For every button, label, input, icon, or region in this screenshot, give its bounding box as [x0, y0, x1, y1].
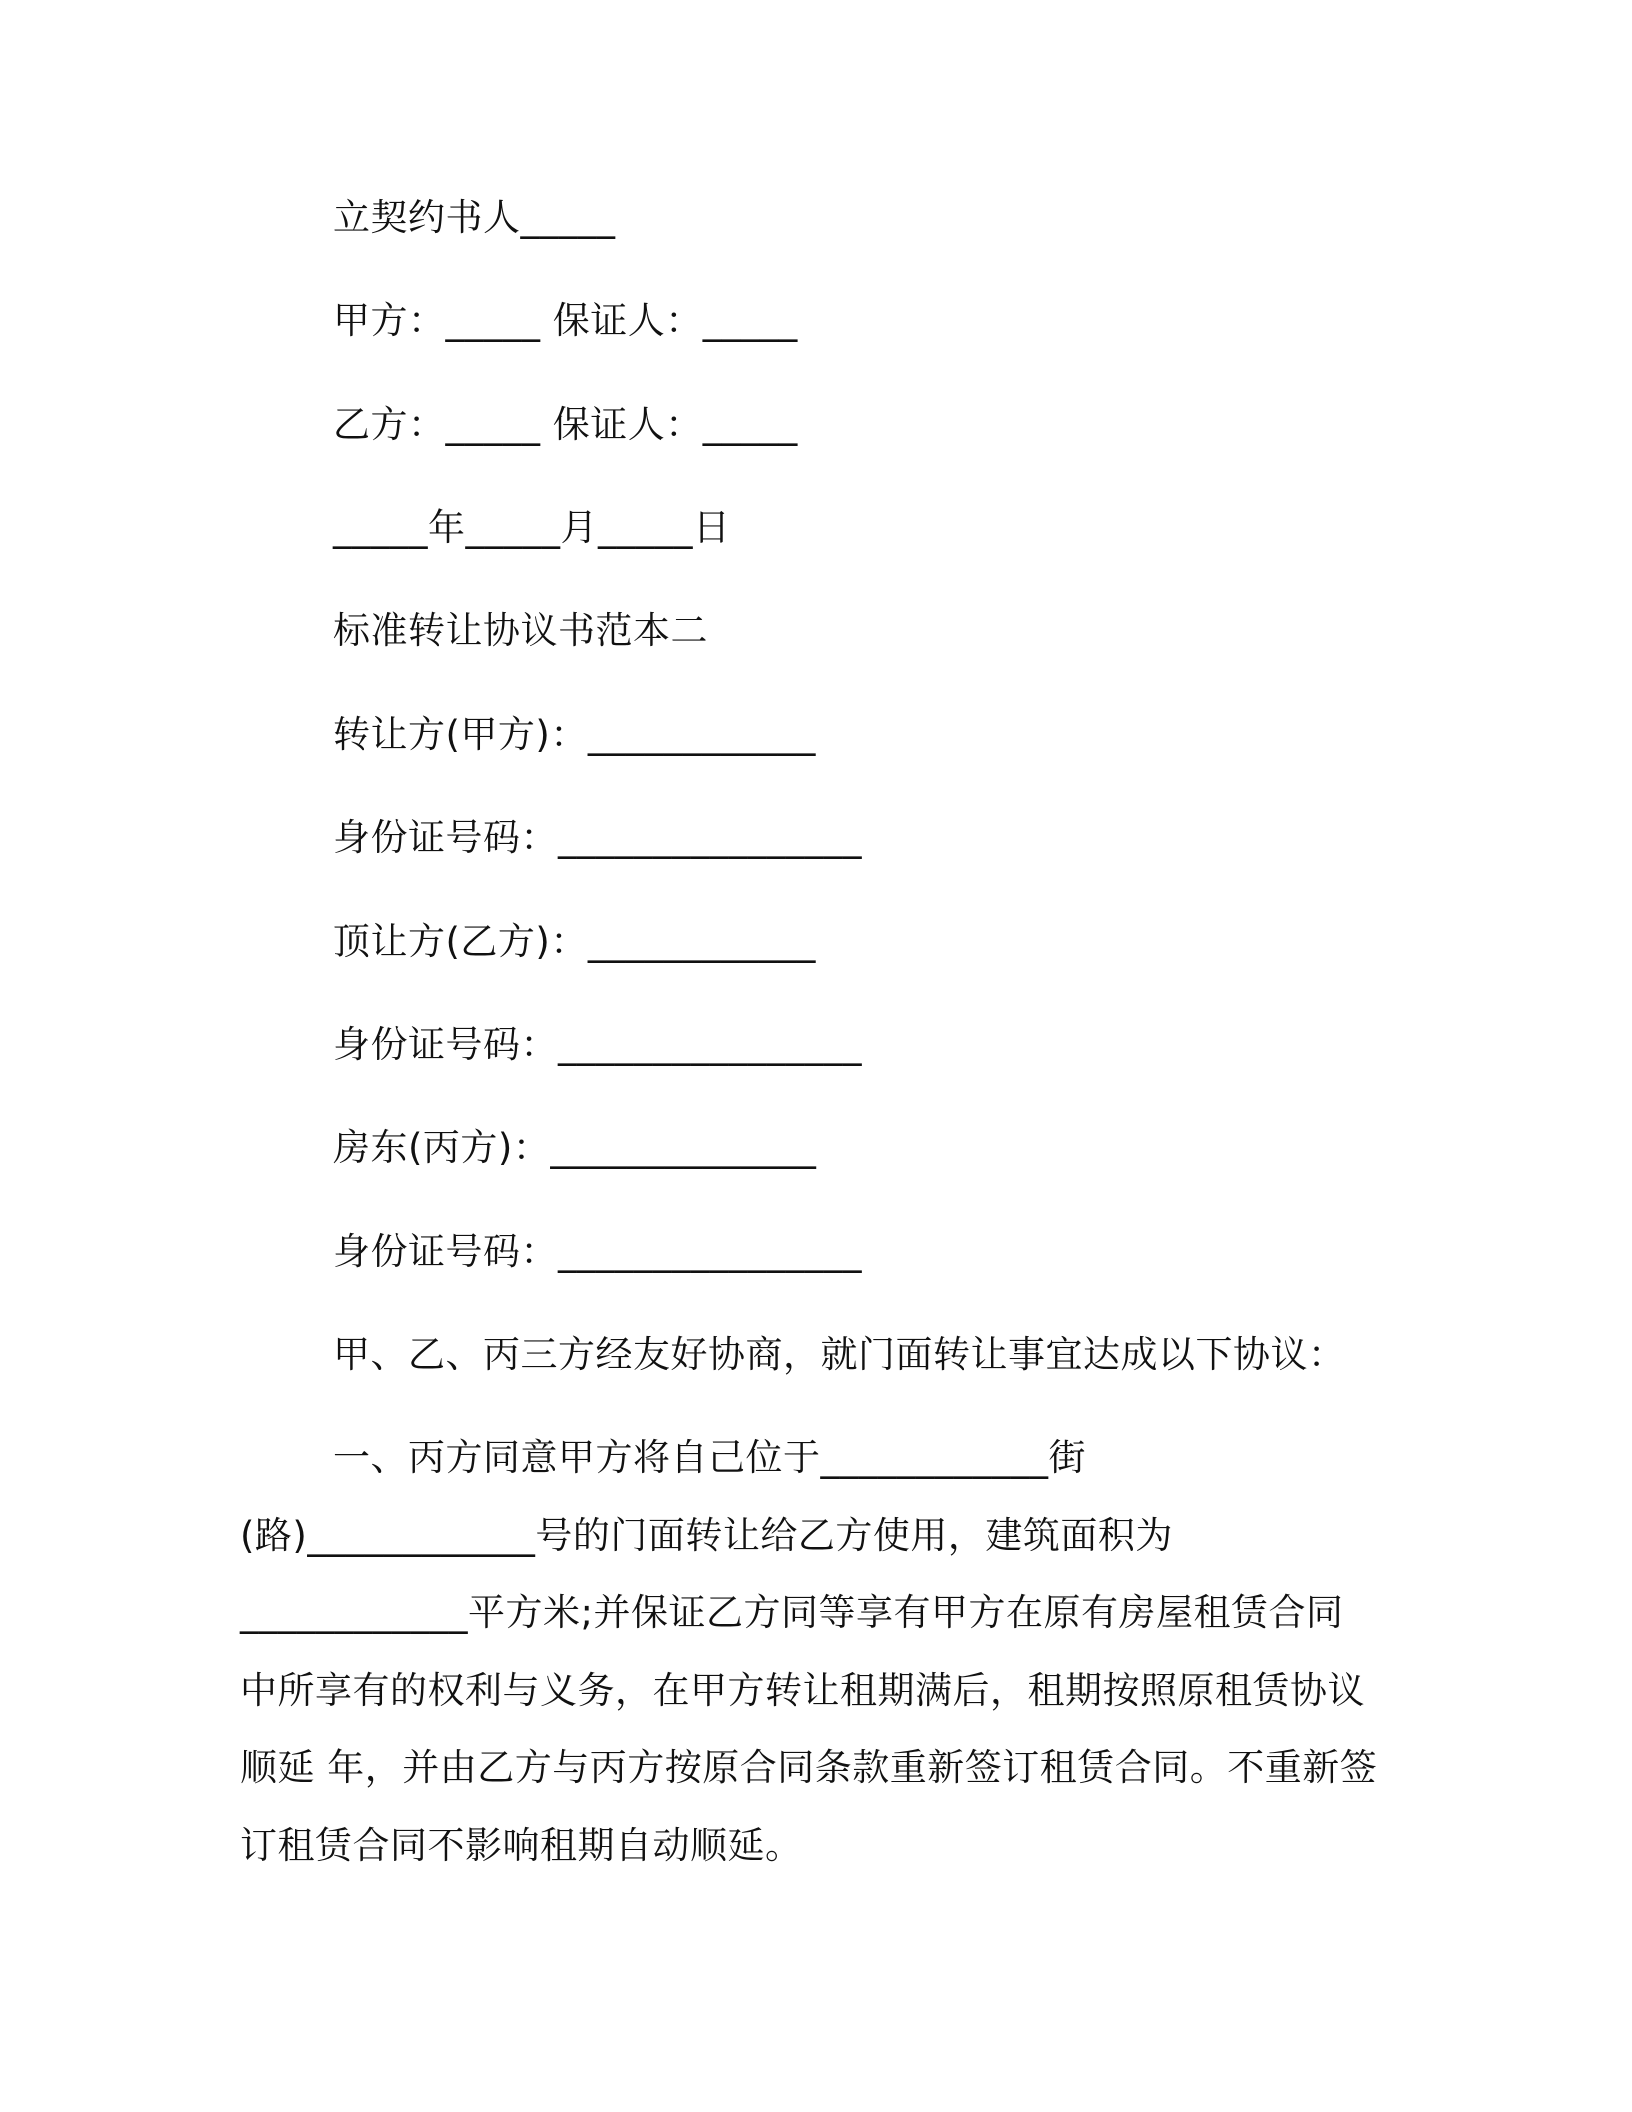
clause1-row5: 顺延 年，并由乙方与丙方按原合同条款重新签订租赁合同。不重新签: [240, 1746, 1378, 1789]
transferor-id-line: 身份证号码：________________: [333, 816, 862, 859]
date-line: _____年_____月_____日: [333, 506, 731, 549]
party-a-line: 甲方：_____ 保证人：_____: [333, 299, 798, 342]
clause1-row3: ____________平方米;并保证乙方同等享有甲方在原有房屋租赁合同: [240, 1591, 1344, 1634]
transferor-line: 转让方(甲方)：____________: [333, 713, 816, 756]
signatory-line: 立契约书人_____: [333, 196, 616, 239]
clause1-row6: 订租赁合同不影响租期自动顺延。: [240, 1824, 803, 1867]
landlord-id-line: 身份证号码：________________: [333, 1230, 862, 1273]
landlord-line: 房东(丙方)：______________: [333, 1126, 817, 1169]
clause1-row4: 中所享有的权利与义务，在甲方转让租期满后，租期按照原租赁协议: [240, 1669, 1365, 1712]
section-title: 标准转让协议书范本二: [333, 609, 708, 652]
transferee-id-line: 身份证号码：________________: [333, 1023, 862, 1066]
clause1-row1: 一、丙方同意甲方将自己位于____________街: [333, 1436, 1086, 1479]
clause1-row2: (路)____________号的门面转让给乙方使用，建筑面积为: [240, 1514, 1173, 1557]
agreement-intro: 甲、乙、丙三方经友好协商，就门面转让事宜达成以下协议：: [333, 1333, 1346, 1376]
party-b-line: 乙方：_____ 保证人：_____: [333, 403, 798, 446]
transferee-line: 顶让方(乙方)：____________: [333, 920, 816, 963]
